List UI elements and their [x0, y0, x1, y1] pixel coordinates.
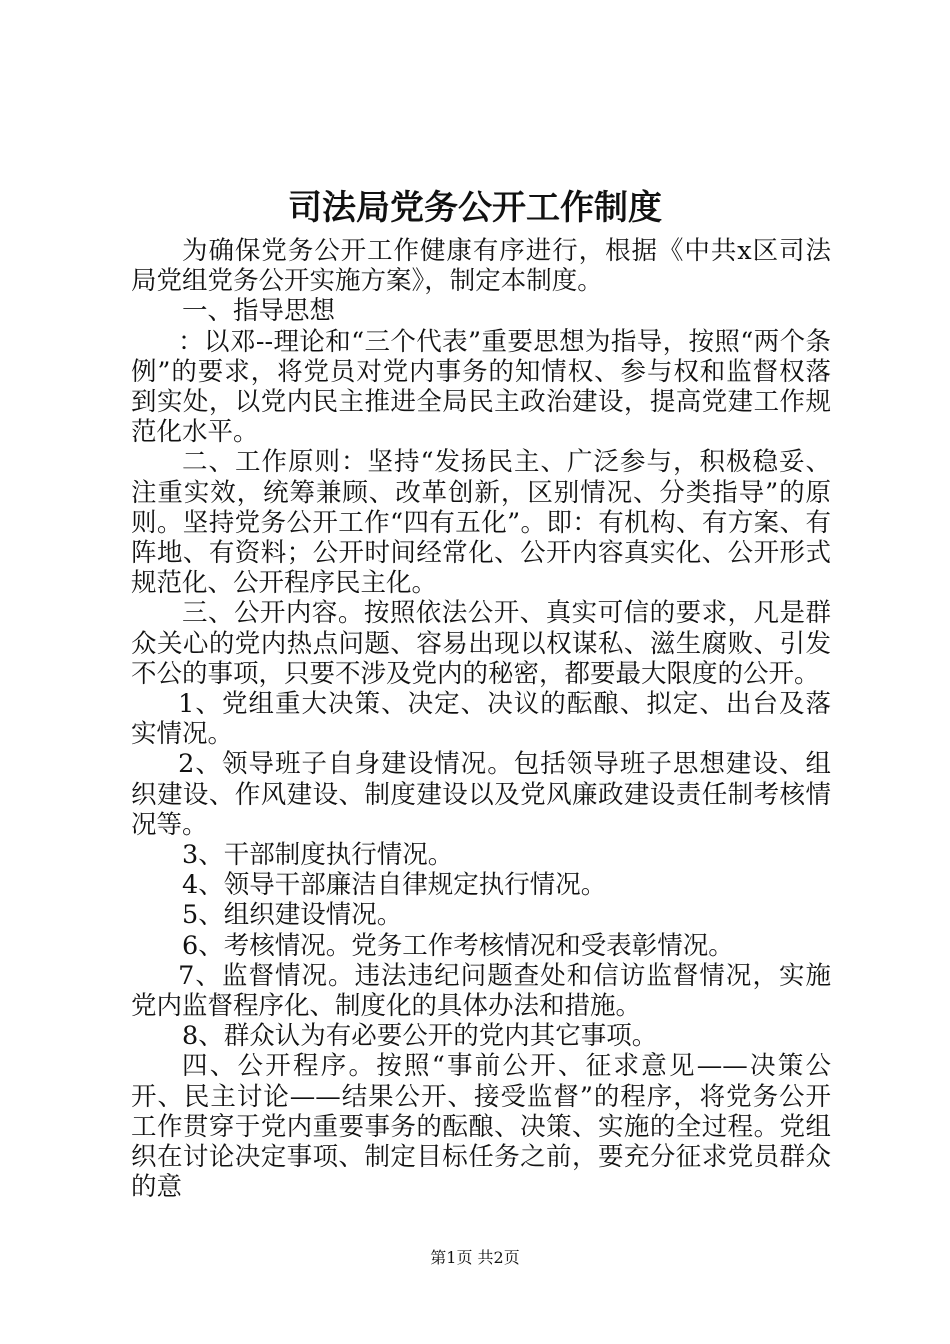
list-item-8: 8、群众认为有必要公开的党内其它事项。	[182, 1021, 658, 1052]
list-item-3: 3、干部制度执行情况。	[182, 840, 454, 871]
paragraph-intro: 为确保党务公开工作健康有序进行，根据《中共x区司法局党组党务公开实施方案》，制定本制度。	[131, 236, 831, 297]
paragraph-public-content: 三、公开内容。按照依法公开、真实可信的要求，凡是群众关心的党内热点问题、容易出现以权谋私、滋生腐败、引发不公的事项，只要不涉及党内的秘密，都要最大限度的公开。	[131, 598, 831, 689]
document-title: 司法局党务公开工作制度	[288, 188, 662, 228]
heading-guiding-thought: 一、指导思想	[182, 296, 336, 327]
list-item-6: 6、考核情况。党务工作考核情况和受表彰情况。	[182, 930, 734, 961]
list-item-1: 1、党组重大决策、决定、决议的酝酿、拟定、出台及落实情况。	[131, 689, 831, 750]
list-item-5: 5、组织建设情况。	[182, 900, 403, 931]
list-item-7: 7、监督情况。违法违纪问题查处和信访监督情况，实施党内监督程序化、制度化的具体办法和措施。	[131, 960, 831, 1022]
page-footer: 第1页 共2页	[430, 1248, 520, 1267]
document-body	[131, 236, 831, 1203]
paragraph-public-procedure: 四、公开程序。按照“事前公开、征求意见——决策公开、民主讨论——结果公开、接受监督”的程序，将党务公开工作贯穿于党内重要事务的酝酿、决策、实施的全过程。党组织在讨论决定事项、制定目标任务之前，要充分征求党员群众的意	[131, 1051, 831, 1203]
list-item-2: 2、领导班子自身建设情况。包括领导班子思想建设、组织建设、作风建设、制度建设以及党风廉政建设责任制考核情况等。	[131, 749, 831, 840]
paragraph-work-principles: 二、工作原则：坚持“发扬民主、广泛参与，积极稳妥、注重实效，统筹兼顾、改革创新，区别情况、分类指导”的原则。坚持党务公开工作“四有五化”。即：有机构、有方案、有阵地、有资料；公开时间经常化、公开内容真实化、公开形式规范化、公开程序民主化。	[131, 447, 831, 599]
paragraph-guiding-thought: ：以邓--理论和“三个代表”重要思想为指导，按照“两个条例”的要求，将党员对党内事务的知情权、参与权和监督权落到实处，以党内民主推进全局民主政治建设，提高党建工作规范化水平。	[131, 326, 831, 448]
list-item-4: 4、领导干部廉洁自律规定执行情况。	[182, 870, 607, 901]
